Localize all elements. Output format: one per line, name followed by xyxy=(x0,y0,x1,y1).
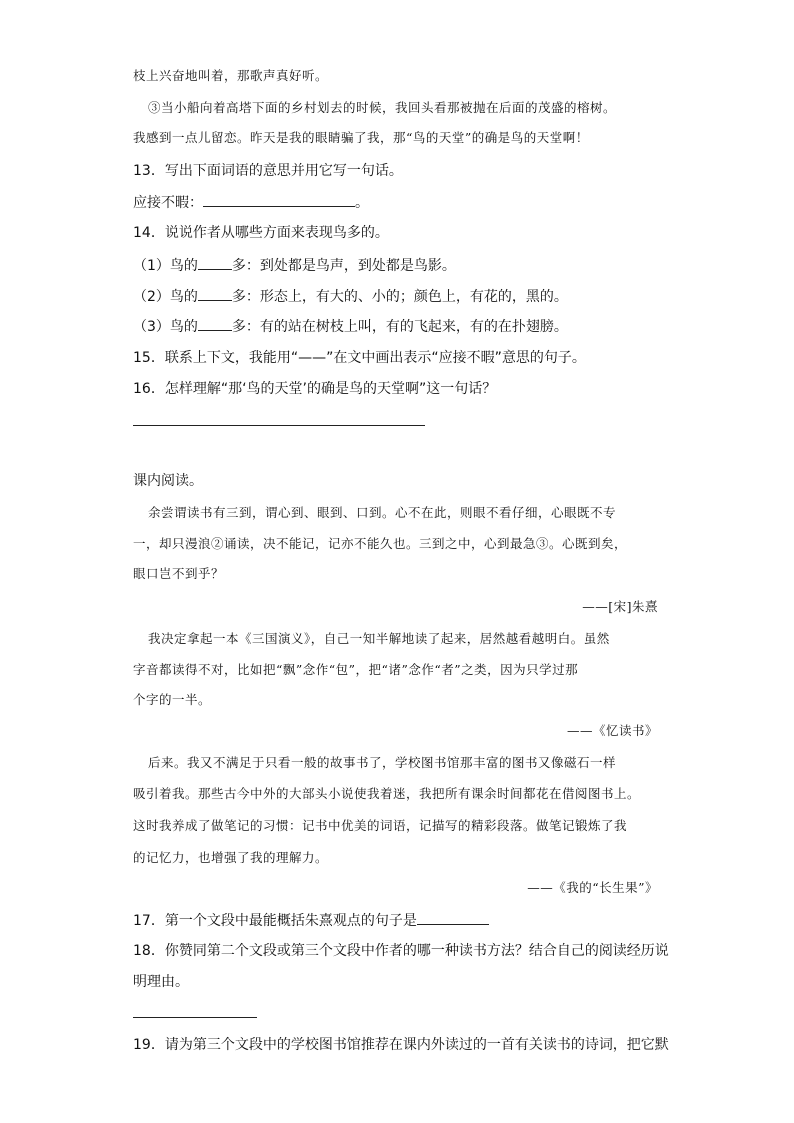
answer-line[interactable] xyxy=(133,1017,257,1018)
answer-blank[interactable] xyxy=(417,910,489,925)
passage-source: ——《我的“长生果”》 xyxy=(527,880,658,895)
passage-source: ——[宋]朱熹 xyxy=(582,599,658,614)
passage-line: 后来。我又不满足于只看一般的故事书了，学校图书馆那丰富的图书又像磁石一样 xyxy=(148,755,617,770)
question-18-cont: 明理由。 xyxy=(133,974,189,990)
passage-line: 余尝谓读书有三到，谓心到、眼到、口到。心不在此，则眼不看仔细，心眼既不专 xyxy=(148,505,617,520)
passage-line: 个字的一半。 xyxy=(133,692,212,707)
period: 。 xyxy=(355,195,369,211)
passage-line: 字音都读得不对，比如把“飘”念作“包”，把“诸”念作“者”之类，因为只学过那 xyxy=(133,662,579,677)
answer-blank[interactable] xyxy=(198,286,232,301)
question-18: 18．你赞同第二个文段或第三个文段中作者的哪一种读书方法？结合自己的阅读经历说 xyxy=(133,943,669,959)
item-text: 多：形态上，有大的、小的；颜色上，有花的，黑的。 xyxy=(231,289,568,305)
answer-blank[interactable] xyxy=(198,255,232,270)
question-17 xyxy=(133,910,489,931)
item-prefix: （1）鸟的 xyxy=(133,258,198,274)
passage-source: ——《忆读书》 xyxy=(566,723,658,738)
answer-line[interactable] xyxy=(133,425,425,426)
question-19: 19．请为第三个文段中的学校图书馆推荐在课内外读过的一首有关读书的诗词，把它默 xyxy=(133,1037,669,1053)
passage-line: 吸引着我。那些古今中外的大部头小说使我着迷，我把所有课余时间都花在借阅图书上。 xyxy=(133,786,641,801)
passage-line: 的记忆力，也增强了我的理解力。 xyxy=(133,850,329,865)
passage-line: 一，却只漫浪②诵读，决不能记，记亦不能久也。三到之中，心到最急③。心既到矣， xyxy=(133,536,628,551)
question-16: 16．怎样理解“那‘鸟的天堂’的确是鸟的天堂啊”这一句话？ xyxy=(133,381,497,397)
item-text: 多：有的站在树枝上叫，有的飞起来，有的在扑翅膀。 xyxy=(231,319,568,335)
item-prefix: （3）鸟的 xyxy=(133,319,198,335)
item-prefix: （2）鸟的 xyxy=(133,289,198,305)
passage-line: 我感到一点儿留恋。昨天是我的眼睛骗了我，那“鸟的天堂”的确是鸟的天堂啊！ xyxy=(133,130,589,145)
question-13-answer-row xyxy=(133,192,369,213)
answer-blank[interactable] xyxy=(198,316,232,331)
question-13: 13．写出下面词语的意思并用它写一句话。 xyxy=(133,163,403,179)
passage-line: 眼口岂不到乎？ xyxy=(133,566,225,581)
question-14: 14．说说作者从哪些方面来表现鸟多的。 xyxy=(133,225,389,241)
question-14-item-2 xyxy=(133,286,568,307)
question-15: 15．联系上下文，我能用“——”在文中画出表示“应接不暇”意思的句子。 xyxy=(133,350,586,366)
section-title: 课内阅读。 xyxy=(133,473,203,489)
question-17-text: 17．第一个文段中最能概括朱熹观点的句子是 xyxy=(133,913,417,929)
passage-line: 枝上兴奋地叫着，那歌声真好听。 xyxy=(133,68,329,83)
passage-line: ③当小船向着高塔下面的乡村划去的时候，我回头看那被抛在后面的茂盛的榕树。 xyxy=(148,100,617,115)
question-14-item-3 xyxy=(133,316,568,337)
answer-blank[interactable] xyxy=(203,192,355,207)
question-14-item-1 xyxy=(133,255,456,276)
passage-line: 我决定拿起一本《三国演义》，自己一知半解地读了起来，居然越看越明白。虽然 xyxy=(148,631,610,646)
word-label: 应接不暇： xyxy=(133,195,203,211)
item-text: 多：到处都是鸟声，到处都是鸟影。 xyxy=(231,258,456,274)
passage-line: 这时我养成了做笔记的习惯：记书中优美的词语，记描写的精彩段落。做笔记锻炼了我 xyxy=(133,818,628,833)
